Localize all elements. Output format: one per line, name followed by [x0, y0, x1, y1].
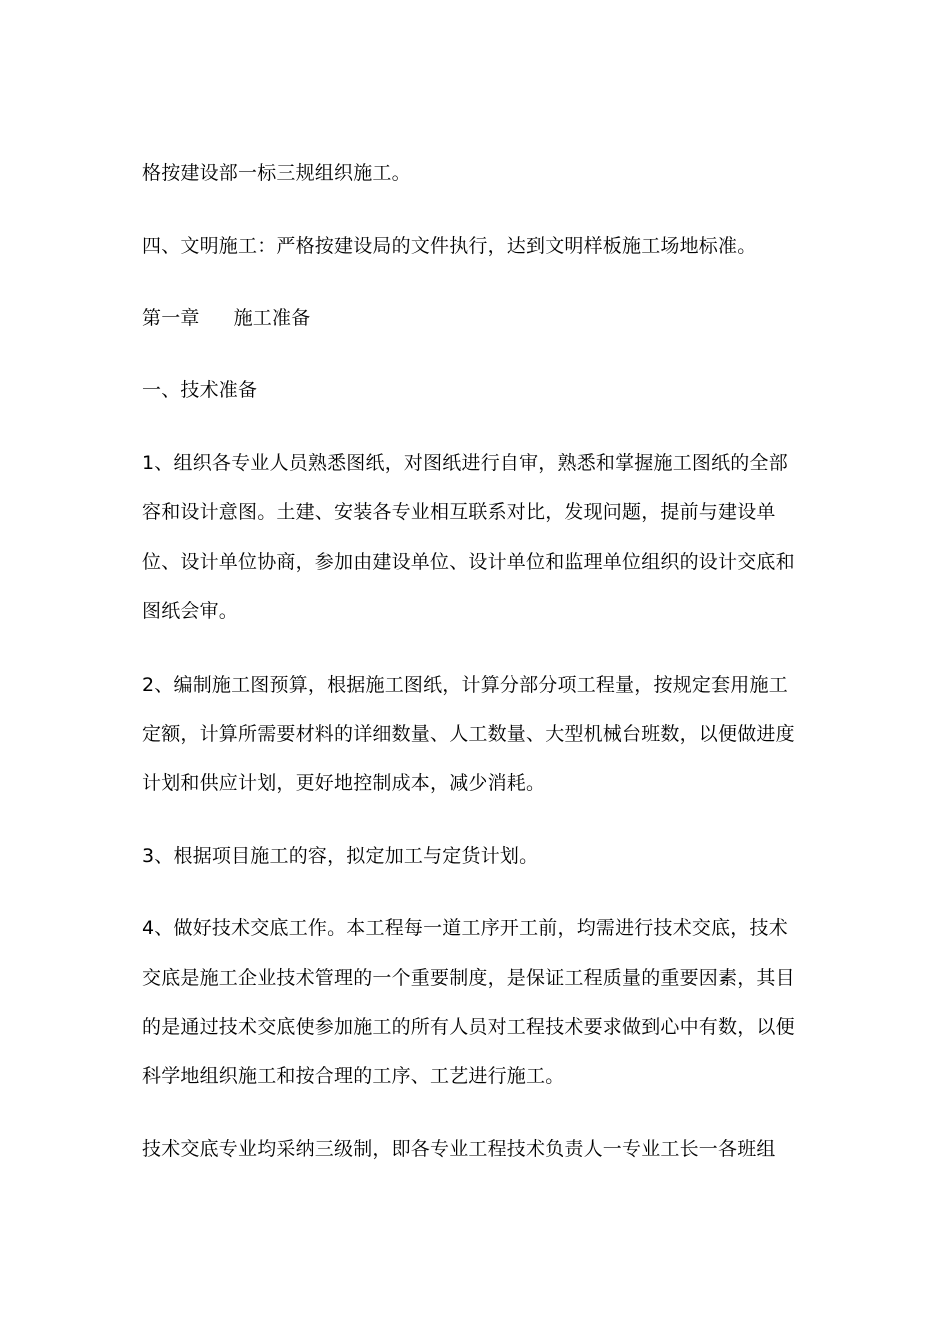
paragraph-line: 格按建设部一标三规组织施工。: [142, 162, 411, 184]
paragraph-line: 四、文明施工：严格按建设局的文件执行，达到文明样板施工场地标准。: [142, 235, 757, 257]
paragraph-line: 1、组织各专业人员熟悉图纸，对图纸进行自审，熟悉和掌握施工图纸的全部: [142, 452, 788, 474]
chapter-number: 第一章: [142, 307, 200, 329]
paragraph-line: 交底是施工企业技术管理的一个重要制度，是保证工程质量的重要因素，其目: [142, 967, 795, 989]
section-heading: 一、技术准备: [142, 379, 258, 401]
paragraph-line: 图纸会审。: [142, 600, 239, 622]
paragraph-line: 2、编制施工图预算，根据施工图纸，计算分部分项工程量，按规定套用施工: [142, 674, 788, 696]
paragraph-line: 技术交底专业均采纳三级制，即各专业工程技术负责人一专业工长一各班组: [142, 1138, 776, 1160]
paragraph-line: 容和设计意图。土建、安装各专业相互联系对比，发现问题，提前与建设单: [142, 501, 776, 523]
paragraph-line: 3、根据项目施工的容，拟定加工与定货计划。: [142, 845, 539, 867]
paragraph-line: 位、设计单位协商，参加由建设单位、设计单位和监理单位组织的设计交底和: [142, 551, 795, 573]
paragraph-line: 4、做好技术交底工作。本工程每一道工序开工前，均需进行技术交底，技术: [142, 917, 788, 939]
paragraph-line: 的是通过技术交底使参加施工的所有人员对工程技术要求做到心中有数，以便: [142, 1016, 795, 1038]
paragraph-line: 科学地组织施工和按合理的工序、工艺进行施工。: [142, 1065, 565, 1087]
paragraph-line: 计划和供应计划，更好地控制成本，减少消耗。: [142, 772, 546, 794]
chapter-title: 施工准备: [233, 307, 311, 329]
paragraph-line: 定额，计算所需要材料的详细数量、人工数量、大型机械台班数，以便做进度: [142, 723, 795, 745]
chapter-heading: [142, 306, 310, 330]
